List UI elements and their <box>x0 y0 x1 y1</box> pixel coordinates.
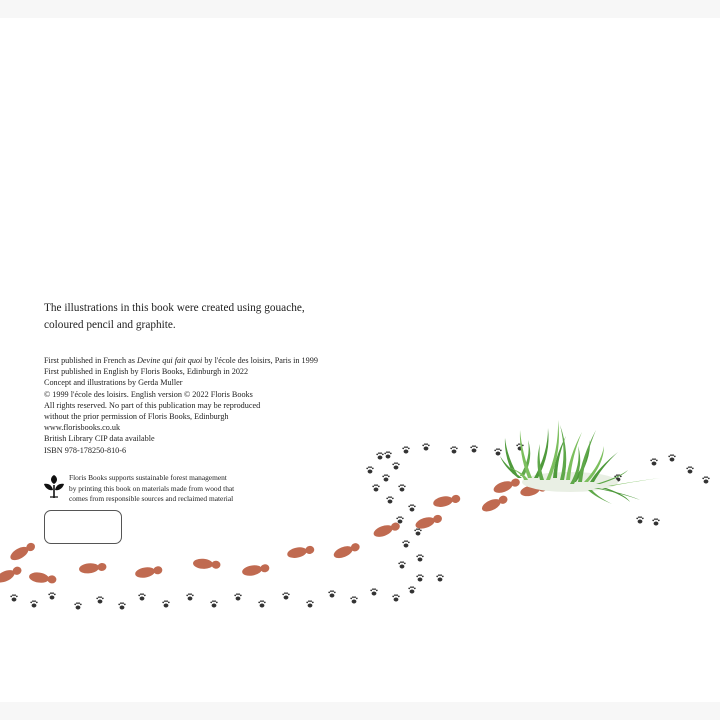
first-published-suffix: by l'école des loisirs, Paris in 1999 <box>202 356 318 365</box>
boot-print <box>241 563 270 578</box>
paw-print <box>30 600 37 607</box>
boot-print <box>79 562 107 575</box>
paw-print <box>162 600 169 607</box>
original-title: Devine qui fait quoi <box>137 356 203 365</box>
boot-print <box>0 564 23 585</box>
paw-print <box>210 600 217 607</box>
first-published-english: First published in English by Floris Books, Edinburgh in 2022 <box>44 367 249 377</box>
rights-line2: without the prior permission of Floris Books, Edinburgh <box>44 412 229 422</box>
tree-leaves-icon <box>44 475 64 499</box>
paw-print <box>436 574 443 581</box>
boot-print <box>372 520 401 539</box>
rights-line1: All rights reserved. No part of this publication may be reproduced <box>44 400 261 410</box>
first-published-prefix: First published in French as <box>44 356 138 365</box>
paw-print <box>414 528 421 535</box>
paw-print <box>138 593 145 600</box>
paw-print <box>370 588 377 595</box>
paw-print <box>398 561 405 568</box>
paw-print <box>396 516 403 523</box>
paw-print <box>470 445 477 452</box>
illustration-note-line2: coloured pencil and graphite. <box>44 319 176 331</box>
paw-print <box>416 554 423 561</box>
paw-print <box>402 540 409 547</box>
paw-print <box>686 466 693 473</box>
boot-print <box>492 476 521 495</box>
boot-print <box>414 513 443 531</box>
first-published-french <box>44 355 344 366</box>
copyright-line: © 1999 l'école des loisirs. English version © 2022 Floris Books <box>44 389 253 399</box>
paw-print <box>96 596 103 603</box>
paw-print <box>350 596 357 603</box>
paw-print <box>422 443 429 450</box>
paw-print <box>494 448 501 455</box>
paw-print <box>650 458 657 465</box>
boot-print <box>8 540 37 562</box>
eco-line2: by printing this book on materials made from wood that <box>69 483 235 493</box>
boot-print <box>286 544 315 559</box>
paw-print <box>234 593 241 600</box>
barcode-placeholder <box>44 510 122 544</box>
grass-blade <box>588 490 612 504</box>
boot-print <box>28 571 57 585</box>
boot-print <box>332 541 361 561</box>
isbn-line: ISBN 978-178250-810-6 <box>44 445 127 455</box>
boot-print <box>432 493 461 508</box>
illustration-note <box>44 300 364 334</box>
paw-print <box>392 462 399 469</box>
paw-print <box>408 586 415 593</box>
paw-print <box>328 590 335 597</box>
paw-print <box>376 452 383 459</box>
paw-print <box>118 602 125 609</box>
paw-print <box>408 504 415 511</box>
paw-print <box>384 451 391 458</box>
paw-print <box>48 592 55 599</box>
paw-print <box>366 466 373 473</box>
paw-print <box>372 484 379 491</box>
concept-credit: Concept and illustrations by Gerda Muller <box>44 378 183 388</box>
copyright-block <box>44 355 344 456</box>
paw-print <box>382 474 389 481</box>
paw-print <box>306 600 313 607</box>
boot-print <box>134 565 163 580</box>
paw-print <box>416 574 423 581</box>
boot-print <box>480 493 509 514</box>
paw-print <box>392 594 399 601</box>
paw-print <box>398 484 405 491</box>
paw-print <box>10 594 17 601</box>
paw-print <box>74 602 81 609</box>
paw-print <box>450 446 457 453</box>
paw-print <box>636 516 643 523</box>
paw-print <box>258 600 265 607</box>
grass-blade <box>560 425 566 480</box>
paw-print <box>282 592 289 599</box>
eco-line3: comes from responsible sources and reclaimed material <box>69 494 234 504</box>
cip-line: British Library CIP data available <box>44 434 155 444</box>
illustration-note-line1: The illustrations in this book were created using gouache, <box>44 302 305 314</box>
paw-print <box>186 593 193 600</box>
paw-print <box>668 454 675 461</box>
paw-print <box>386 496 393 503</box>
paw-print <box>702 476 709 483</box>
grass-blade <box>505 438 517 474</box>
paw-print <box>652 518 659 525</box>
boot-print <box>193 558 221 570</box>
paw-print <box>402 446 409 453</box>
website-link[interactable]: www.florisbooks.co.uk <box>44 423 121 433</box>
eco-line1: Floris Books supports sustainable forest management <box>69 473 227 482</box>
